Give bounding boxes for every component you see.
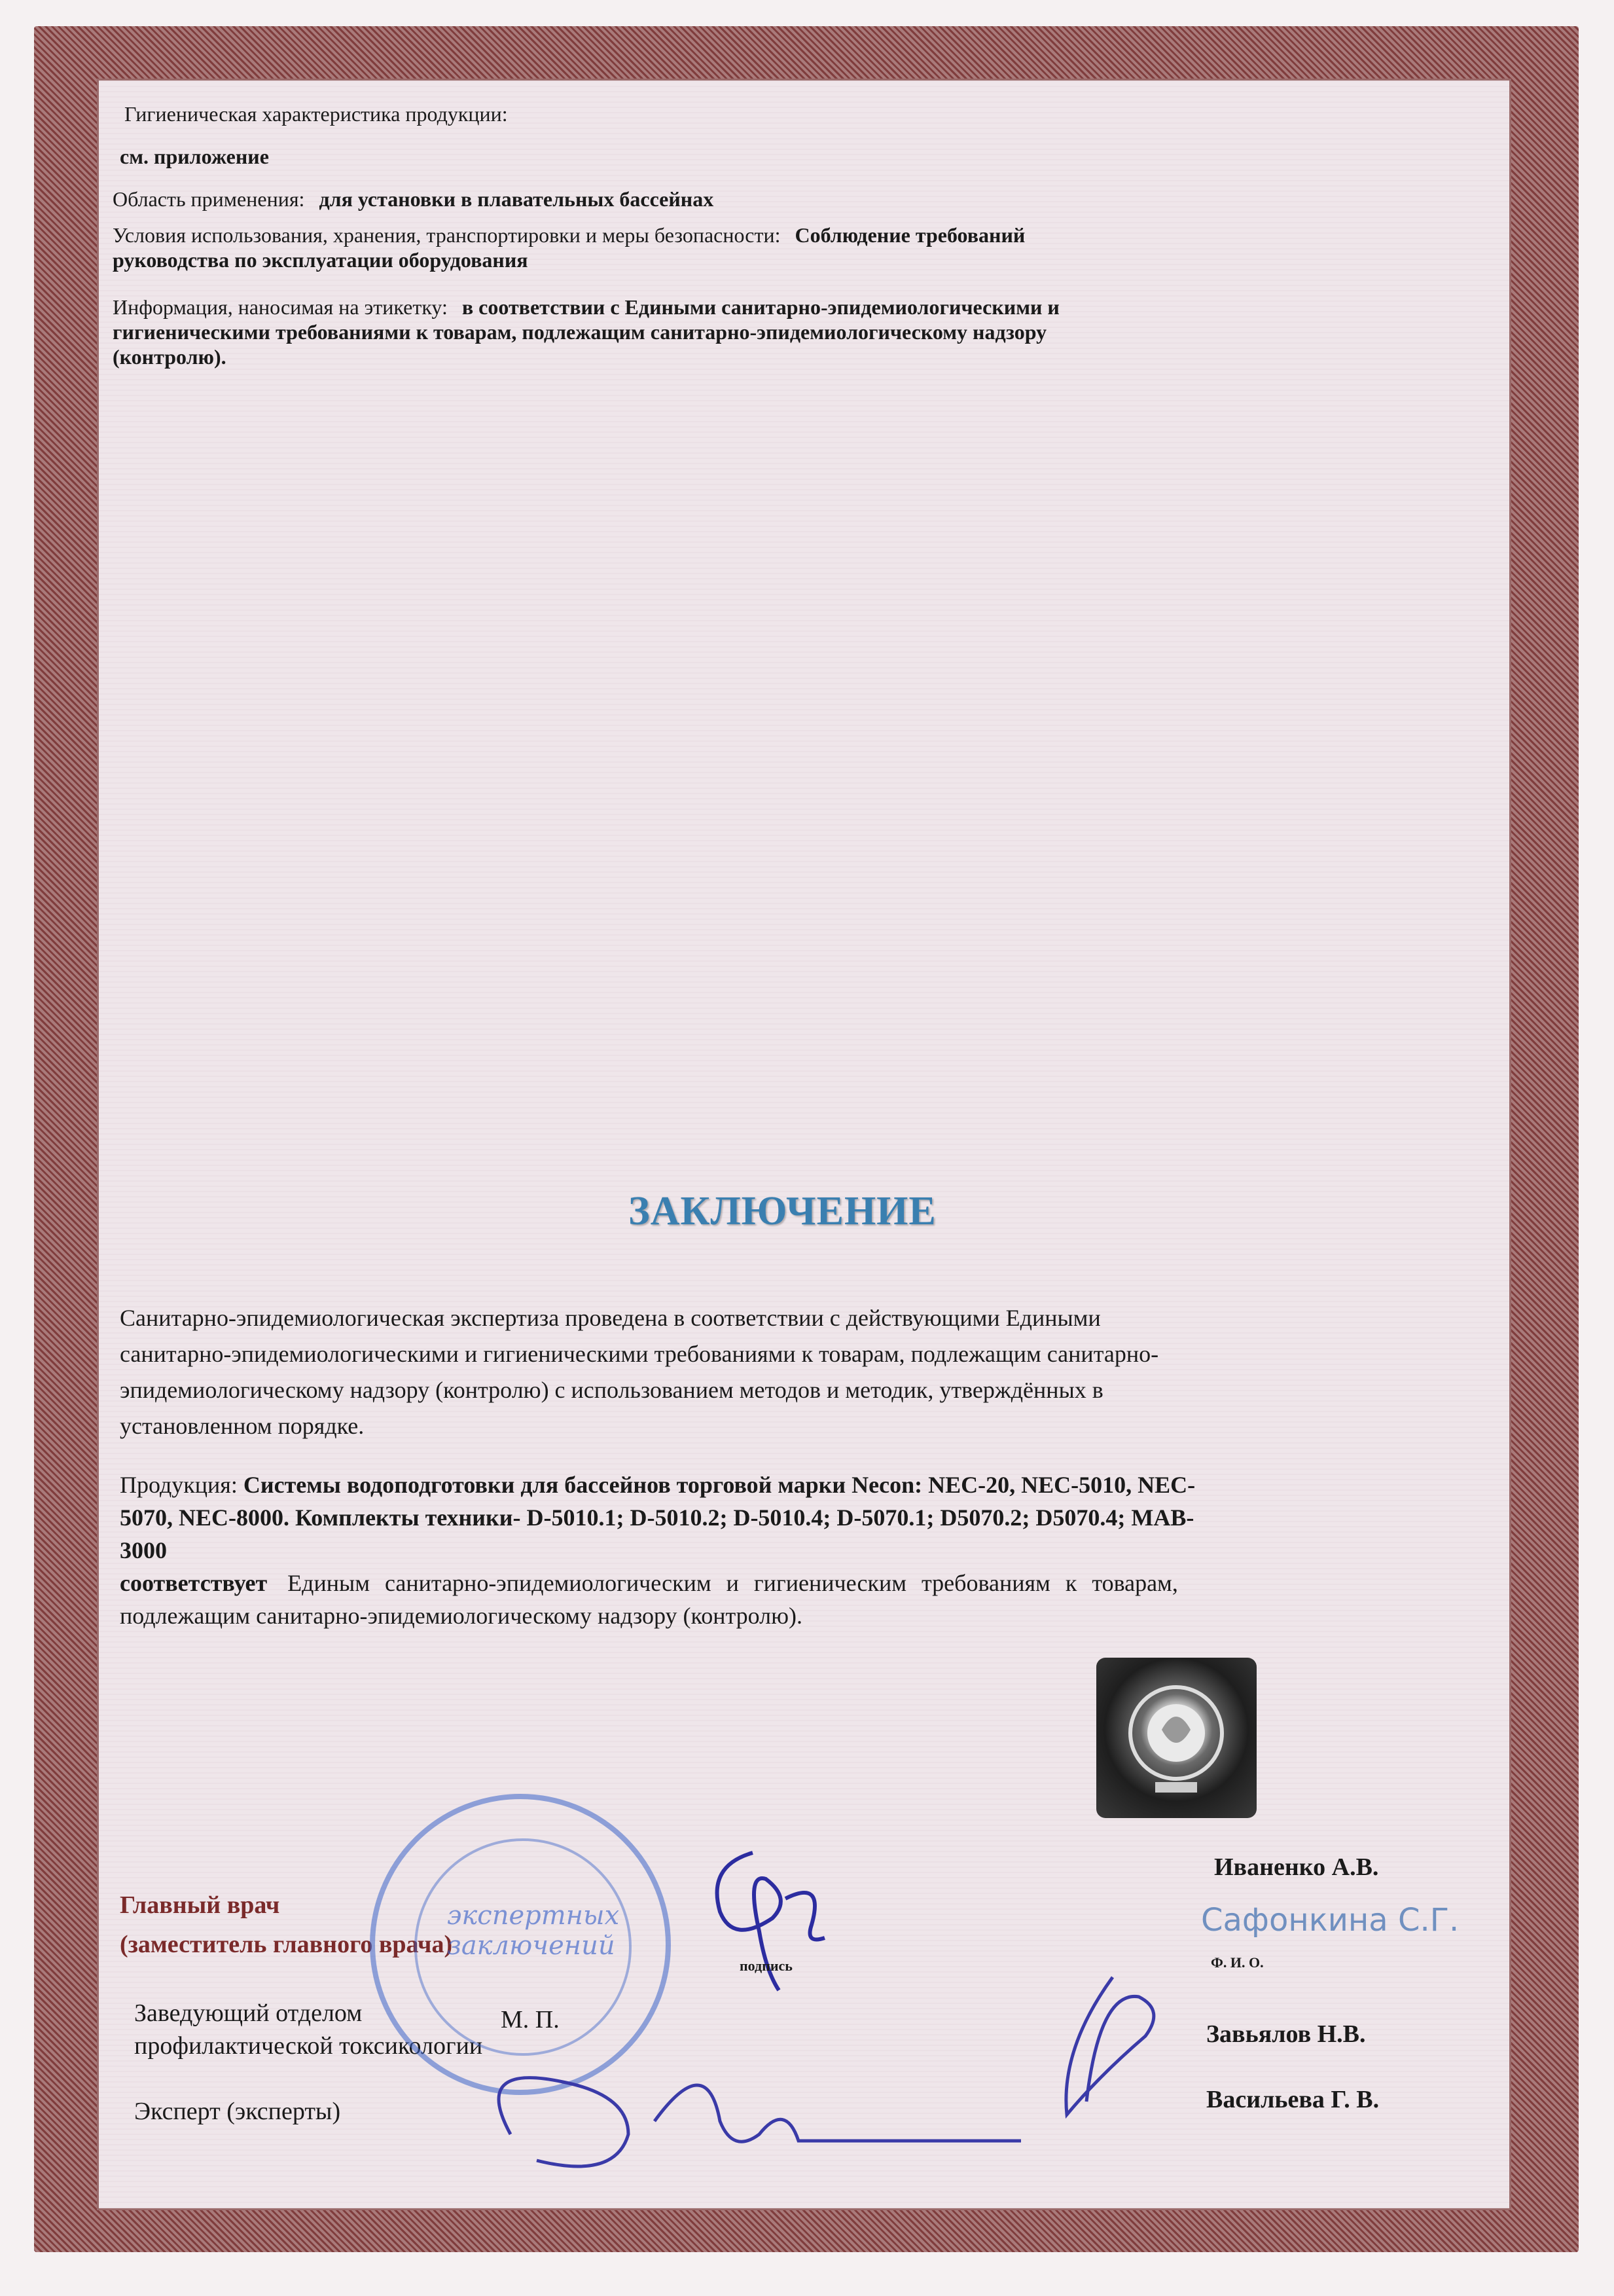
conditions-row xyxy=(113,223,1487,247)
name-safonkina: Сафонкина С.Г. xyxy=(1201,1902,1460,1939)
stamp-text: экспертных заключений xyxy=(447,1901,620,1961)
expert-signatures xyxy=(458,1971,1178,2187)
complies-line2: подлежащим санитарно-эпидемиологическому надзору (контролю). xyxy=(120,1603,802,1629)
conditions-value-line2: руководства по эксплуатации оборудования xyxy=(113,248,528,272)
complies-label: соответствует xyxy=(120,1570,268,1596)
scope-label: Область применения: xyxy=(113,187,305,211)
conclusion-para-line1: Санитарно-эпидемиологическая экспертиза проведена в соответствии с действующими Едиными xyxy=(120,1305,1101,1331)
conclusion-para-line3: эпидемиологическому надзору (контролю) с использованием методов и методик, утверждённых в xyxy=(120,1377,1103,1403)
scope-row xyxy=(113,187,713,211)
conditions-value: Соблюдение требований xyxy=(795,223,1026,247)
scope-value: для установки в плавательных бассейнах xyxy=(319,187,714,211)
product-row xyxy=(120,1470,1195,1500)
complies-line1: Единым санитарно-эпидемиологическим и гигиеническим требованиям к товарам, xyxy=(287,1570,1178,1596)
conclusion-para-line2: санитарно-эпидемиологическими и гигиеническими требованиями к товарам, подлежащим санитарно- xyxy=(120,1341,1159,1367)
hologram-emblem-icon xyxy=(1096,1658,1257,1818)
podpis-label: подпись xyxy=(740,1958,793,1974)
product-line3: 3000 xyxy=(120,1537,167,1563)
head-role-line2: профилактической токсикологии xyxy=(134,2032,483,2060)
name-vasilyeva: Васильева Г. В. xyxy=(1206,2086,1380,2113)
complies-row xyxy=(120,1568,1511,1598)
label-info-value: в соответствии с Едиными санитарно-эпидемиологическими и xyxy=(461,295,1060,319)
name-zavyalov: Завьялов Н.В. xyxy=(1206,2020,1366,2048)
fio-label: Ф. И. О. xyxy=(1211,1954,1264,1971)
hygiene-value: см. приложение xyxy=(120,145,269,168)
mp-label: М. П. xyxy=(501,2006,560,2033)
head-role-line1: Заведующий отделом xyxy=(134,1999,363,2027)
label-info-label: Информация, наносимая на этикетку: xyxy=(113,295,448,319)
product-label: Продукция: xyxy=(120,1472,238,1498)
conditions-label: Условия использования, хранения, транспортировки и меры безопасности: xyxy=(113,223,781,247)
label-info-line3: (контролю). xyxy=(113,345,226,369)
product-line1: Системы водоподготовки для бассейнов торговой марки Necon: NEC-20, NEC-5010, NEC- xyxy=(243,1472,1196,1498)
conclusion-title: ЗАКЛЮЧЕНИЕ xyxy=(628,1189,937,1233)
chief-role-line2: (заместитель главного врача) xyxy=(120,1931,453,1958)
name-ivanenko: Иваненко А.В. xyxy=(1214,1853,1379,1881)
hologram-seal xyxy=(1096,1658,1257,1818)
conclusion-para-line4: установленном порядке. xyxy=(120,1413,365,1439)
hygiene-label: Гигиеническая характеристика продукции: xyxy=(124,102,508,126)
label-info-row xyxy=(113,295,1520,319)
label-info-line2: гигиеническими требованиями к товарам, подлежащим санитарно-эпидемиологическому надзору xyxy=(113,320,1047,344)
expert-role: Эксперт (эксперты) xyxy=(134,2098,341,2125)
chief-role-line1: Главный врач xyxy=(120,1891,280,1919)
product-line2: 5070, NEC-8000. Комплекты техники- D-5010.1; D-5010.2; D-5010.4; D-5070.1; D5070.2; D5070.4; MAB- xyxy=(120,1504,1194,1531)
